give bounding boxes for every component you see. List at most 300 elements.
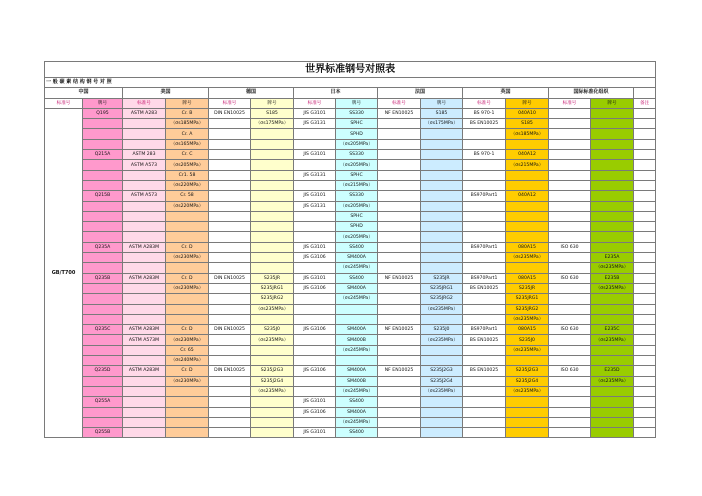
france-grade-cell — [421, 211, 463, 221]
usa-grade-cell — [166, 407, 209, 417]
germany-standard-cell — [209, 314, 251, 324]
table-row — [45, 201, 656, 211]
uk-standard-cell — [463, 314, 506, 324]
usa-standard-cell — [123, 170, 166, 180]
germany-standard-cell — [209, 283, 251, 293]
germany-grade-cell — [251, 242, 294, 252]
japan-grade-cell: （σs245MPa） — [336, 386, 378, 396]
remark-cell — [634, 263, 656, 273]
germany-standard-cell — [209, 386, 251, 396]
japan-standard-cell — [294, 129, 336, 139]
table-row — [45, 180, 656, 190]
germany-standard-cell — [209, 222, 251, 232]
japan-standard-cell: JIS G3106 — [294, 407, 336, 417]
uk-standard-cell — [463, 417, 506, 427]
iso-standard-cell — [549, 119, 591, 129]
japan-standard-cell: JIS G3131 — [294, 170, 336, 180]
germany-grade-cell — [251, 211, 294, 221]
usa-standard-cell — [123, 180, 166, 190]
japan-standard-cell: JIS G3101 — [294, 428, 336, 438]
region-france: 法国 — [378, 88, 463, 98]
france-standard-cell — [378, 222, 421, 232]
germany-grade-cell — [251, 397, 294, 407]
usa-standard-cell — [123, 119, 166, 129]
japan-grade-cell: SM400A — [336, 407, 378, 417]
france-grade-cell — [421, 232, 463, 242]
japan-standard-cell — [294, 376, 336, 386]
usa-grade-cell: Cr1. 58 — [166, 170, 209, 180]
germany-standard-cell — [209, 356, 251, 366]
germany-standard-cell — [209, 263, 251, 273]
china-grade-cell — [83, 294, 123, 304]
table-row — [45, 294, 656, 304]
japan-standard-cell — [294, 356, 336, 366]
table-row — [45, 129, 656, 139]
china-grade-cell — [83, 160, 123, 170]
usa-grade-cell — [166, 314, 209, 324]
iso-grade-cell — [591, 129, 634, 139]
japan-grade-cell: （σs205MPa） — [336, 201, 378, 211]
germany-standard-cell — [209, 417, 251, 427]
uk-grade-cell: S235J0 — [506, 335, 549, 345]
germany-standard-cell — [209, 428, 251, 438]
uk-grade-cell — [506, 428, 549, 438]
steel-grade-table — [44, 61, 656, 438]
france-standard-cell — [378, 376, 421, 386]
iso-standard-cell — [549, 201, 591, 211]
france-standard-cell — [378, 160, 421, 170]
iso-grade-cell: （σs235MPa） — [591, 263, 634, 273]
uk-grade-cell: S235JR — [506, 283, 549, 293]
china-grade-cell — [83, 356, 123, 366]
china-grade-cell — [83, 386, 123, 396]
uk-standard-cell — [463, 222, 506, 232]
iso-standard-cell — [549, 376, 591, 386]
china-grade-cell: Q255A — [83, 397, 123, 407]
remark-cell — [634, 335, 656, 345]
remark-cell — [634, 191, 656, 201]
iso-standard-cell — [549, 211, 591, 221]
japan-standard-cell: JIS G3106 — [294, 325, 336, 335]
iso-standard-cell — [549, 428, 591, 438]
france-grade-cell — [421, 314, 463, 324]
iso-standard-cell — [549, 150, 591, 160]
region-uk: 英国 — [463, 88, 549, 98]
usa-grade-cell — [166, 232, 209, 242]
remark-cell — [634, 211, 656, 221]
iso-grade-cell: E235C — [591, 325, 634, 335]
remark-cell — [634, 366, 656, 376]
china-grade-cell: Q235A — [83, 242, 123, 252]
germany-grade-cell: S235J0 — [251, 325, 294, 335]
france-grade-cell — [421, 417, 463, 427]
region-germany: 德国 — [209, 88, 294, 98]
usa-grade-cell: （σs185MPa） — [166, 119, 209, 129]
germany-standard-cell — [209, 335, 251, 345]
france-standard-cell — [378, 242, 421, 252]
japan-grade-cell: （σs205MPa） — [336, 139, 378, 149]
france-grade-cell — [421, 222, 463, 232]
iso-standard-cell — [549, 170, 591, 180]
japan-grade-cell: SM400A — [336, 253, 378, 263]
usa-standard-cell — [123, 356, 166, 366]
germany-grade-cell: （σs235MPa） — [251, 386, 294, 396]
remark-cell — [634, 314, 656, 324]
china-grade-cell — [83, 263, 123, 273]
uk-standard-cell — [463, 397, 506, 407]
france-grade-cell: （σs235MPa） — [421, 304, 463, 314]
table-row — [45, 253, 656, 263]
uk-grade-cell — [506, 170, 549, 180]
uk-grade-cell: （σs215MPa） — [506, 160, 549, 170]
iso-grade-cell — [591, 160, 634, 170]
uk-standard-cell — [463, 304, 506, 314]
usa-standard-cell — [123, 386, 166, 396]
remark-cell — [634, 294, 656, 304]
japan-grade-cell: （σs245MPa） — [336, 294, 378, 304]
germany-standard-cell — [209, 139, 251, 149]
germany-grade-cell: （σs175MPa） — [251, 119, 294, 129]
usa-standard-cell: ASTM A573 — [123, 160, 166, 170]
germany-grade-cell: S235JRG1 — [251, 283, 294, 293]
table-row — [45, 304, 656, 314]
france-grade-cell — [421, 428, 463, 438]
uk-standard-cell: BS970Part1 — [463, 325, 506, 335]
china-grade-cell — [83, 407, 123, 417]
column-header: 标准号 — [209, 98, 251, 108]
japan-grade-cell: SM400A — [336, 283, 378, 293]
germany-grade-cell — [251, 129, 294, 139]
japan-grade-cell: SS330 — [336, 108, 378, 118]
japan-grade-cell: SPHD — [336, 129, 378, 139]
iso-grade-cell — [591, 345, 634, 355]
japan-standard-cell: JIS G3106 — [294, 283, 336, 293]
iso-standard-cell: ISO 630 — [549, 273, 591, 283]
usa-grade-cell — [166, 397, 209, 407]
remark-cell — [634, 428, 656, 438]
france-grade-cell: S235J2G3 — [421, 366, 463, 376]
germany-standard-cell — [209, 242, 251, 252]
sheet-title: 世界标准钢号对照表 — [45, 62, 656, 78]
germany-standard-cell — [209, 345, 251, 355]
japan-grade-cell: （σs245MPa） — [336, 263, 378, 273]
column-header: 标准号 — [294, 98, 336, 108]
germany-grade-cell: S235JR — [251, 273, 294, 283]
germany-standard-cell — [209, 160, 251, 170]
germany-standard-cell — [209, 180, 251, 190]
table-row — [45, 119, 656, 129]
france-grade-cell: （σs175MPa） — [421, 119, 463, 129]
uk-grade-cell — [506, 407, 549, 417]
table-row — [45, 314, 656, 324]
france-standard-cell: NF EN10025 — [378, 325, 421, 335]
germany-grade-cell — [251, 263, 294, 273]
germany-grade-cell: S185 — [251, 108, 294, 118]
remark-cell — [634, 201, 656, 211]
japan-grade-cell — [336, 314, 378, 324]
china-grade-cell — [83, 376, 123, 386]
china-grade-cell: Q215A — [83, 150, 123, 160]
china-grade-cell — [83, 417, 123, 427]
france-standard-cell — [378, 139, 421, 149]
japan-standard-cell — [294, 335, 336, 345]
uk-standard-cell — [463, 345, 506, 355]
france-grade-cell — [421, 407, 463, 417]
usa-grade-cell: （σs220MPa） — [166, 201, 209, 211]
france-grade-cell — [421, 201, 463, 211]
uk-standard-cell — [463, 129, 506, 139]
column-header: 牌号 — [591, 98, 634, 108]
usa-standard-cell: ASTM A283M — [123, 273, 166, 283]
france-standard-cell — [378, 304, 421, 314]
germany-standard-cell — [209, 191, 251, 201]
table-row — [45, 263, 656, 273]
france-standard-cell — [378, 253, 421, 263]
iso-grade-cell — [591, 150, 634, 160]
remark-cell — [634, 129, 656, 139]
uk-grade-cell: S235J2G3 — [506, 366, 549, 376]
iso-standard-cell — [549, 386, 591, 396]
usa-standard-cell — [123, 345, 166, 355]
uk-grade-cell — [506, 180, 549, 190]
germany-standard-cell — [209, 294, 251, 304]
france-standard-cell: NF EN10025 — [378, 366, 421, 376]
column-header-row — [45, 98, 656, 108]
usa-grade-cell: Cr. 65 — [166, 345, 209, 355]
usa-grade-cell: Cr. D — [166, 242, 209, 252]
column-header: 备注 — [634, 98, 656, 108]
japan-standard-cell — [294, 160, 336, 170]
iso-standard-cell — [549, 294, 591, 304]
usa-standard-cell — [123, 201, 166, 211]
usa-standard-cell — [123, 304, 166, 314]
iso-standard-cell: ISO 630 — [549, 242, 591, 252]
iso-standard-cell — [549, 160, 591, 170]
iso-grade-cell — [591, 201, 634, 211]
japan-grade-cell: （σs245MPa） — [336, 417, 378, 427]
japan-grade-cell: SM400B — [336, 376, 378, 386]
germany-grade-cell — [251, 170, 294, 180]
region-iso: 国际标准化组织 — [549, 88, 634, 98]
france-grade-cell: S235JR — [421, 273, 463, 283]
japan-standard-cell — [294, 304, 336, 314]
usa-standard-cell — [123, 397, 166, 407]
germany-standard-cell — [209, 397, 251, 407]
germany-grade-cell — [251, 222, 294, 232]
germany-standard-cell — [209, 129, 251, 139]
iso-standard-cell — [549, 283, 591, 293]
column-header: 牌号 — [166, 98, 209, 108]
column-header: 牌号 — [506, 98, 549, 108]
china-grade-cell: Q215B — [83, 191, 123, 201]
usa-grade-cell — [166, 428, 209, 438]
germany-grade-cell — [251, 428, 294, 438]
table-row — [45, 397, 656, 407]
usa-standard-cell: ASTM A283 — [123, 108, 166, 118]
france-grade-cell: S185 — [421, 108, 463, 118]
remark-cell — [634, 407, 656, 417]
uk-grade-cell: S235JRG1 — [506, 294, 549, 304]
usa-grade-cell — [166, 417, 209, 427]
iso-grade-cell — [591, 314, 634, 324]
iso-standard-cell — [549, 314, 591, 324]
china-grade-cell — [83, 314, 123, 324]
japan-grade-cell: SS400 — [336, 242, 378, 252]
germany-standard-cell — [209, 232, 251, 242]
iso-grade-cell: E235D — [591, 366, 634, 376]
uk-grade-cell: 080A15 — [506, 325, 549, 335]
france-grade-cell — [421, 180, 463, 190]
iso-standard-cell — [549, 139, 591, 149]
uk-standard-cell — [463, 407, 506, 417]
remark-cell — [634, 397, 656, 407]
usa-standard-cell: ASTM 283 — [123, 150, 166, 160]
china-grade-cell: Q235B — [83, 273, 123, 283]
iso-grade-cell — [591, 386, 634, 396]
remark-cell — [634, 180, 656, 190]
usa-standard-cell: ASTM A283M — [123, 325, 166, 335]
france-standard-cell — [378, 150, 421, 160]
usa-standard-cell — [123, 263, 166, 273]
china-grade-cell — [83, 139, 123, 149]
japan-standard-cell: JIS G3101 — [294, 150, 336, 160]
table-row — [45, 222, 656, 232]
japan-standard-cell: JIS G3101 — [294, 108, 336, 118]
japan-grade-cell: SM400B — [336, 335, 378, 345]
germany-grade-cell — [251, 150, 294, 160]
china-grade-cell — [83, 232, 123, 242]
usa-standard-cell — [123, 314, 166, 324]
japan-grade-cell: SM400A — [336, 325, 378, 335]
iso-grade-cell: （σs235MPa） — [591, 376, 634, 386]
france-standard-cell — [378, 170, 421, 180]
usa-standard-cell: ASTM A283M — [123, 242, 166, 252]
uk-standard-cell: BS 970-1 — [463, 108, 506, 118]
uk-standard-cell — [463, 232, 506, 242]
japan-standard-cell — [294, 345, 336, 355]
table-row — [45, 407, 656, 417]
uk-standard-cell — [463, 180, 506, 190]
region-header-row — [45, 88, 656, 98]
france-grade-cell: S235J0 — [421, 325, 463, 335]
china-grade-cell — [83, 211, 123, 221]
china-grade-cell: Q255B — [83, 428, 123, 438]
china-grade-cell: Q235D — [83, 366, 123, 376]
germany-standard-cell — [209, 211, 251, 221]
france-standard-cell — [378, 201, 421, 211]
japan-grade-cell: SS400 — [336, 273, 378, 283]
uk-grade-cell: S235J2G4 — [506, 376, 549, 386]
iso-standard-cell — [549, 232, 591, 242]
usa-grade-cell — [166, 211, 209, 221]
iso-grade-cell — [591, 108, 634, 118]
france-standard-cell — [378, 335, 421, 345]
uk-grade-cell: （σs235MPa） — [506, 314, 549, 324]
japan-grade-cell — [336, 356, 378, 366]
uk-standard-cell: BS970Part1 — [463, 273, 506, 283]
iso-standard-cell — [549, 345, 591, 355]
germany-standard-cell: DIN EN10025 — [209, 325, 251, 335]
china-grade-cell — [83, 170, 123, 180]
uk-grade-cell: （σs235MPa） — [506, 253, 549, 263]
usa-standard-cell: ASTM A283M — [123, 366, 166, 376]
iso-grade-cell — [591, 180, 634, 190]
iso-grade-cell — [591, 356, 634, 366]
japan-standard-cell — [294, 232, 336, 242]
china-grade-cell — [83, 304, 123, 314]
uk-standard-cell — [463, 253, 506, 263]
germany-grade-cell — [251, 201, 294, 211]
iso-grade-cell — [591, 232, 634, 242]
usa-standard-cell — [123, 222, 166, 232]
uk-grade-cell — [506, 417, 549, 427]
iso-grade-cell — [591, 407, 634, 417]
china-grade-cell — [83, 201, 123, 211]
japan-grade-cell: SPHC — [336, 119, 378, 129]
france-grade-cell: （σs235MPa） — [421, 386, 463, 396]
china-standard-cell: GB/T700 — [45, 108, 83, 438]
iso-standard-cell — [549, 417, 591, 427]
remark-cell — [634, 345, 656, 355]
japan-standard-cell — [294, 417, 336, 427]
germany-grade-cell — [251, 232, 294, 242]
china-grade-cell: Q235C — [83, 325, 123, 335]
iso-standard-cell — [549, 397, 591, 407]
france-grade-cell — [421, 160, 463, 170]
china-grade-cell — [83, 253, 123, 263]
germany-grade-cell — [251, 253, 294, 263]
france-grade-cell: S235JRG2 — [421, 294, 463, 304]
usa-grade-cell: Cr. 58 — [166, 191, 209, 201]
usa-grade-cell: Cr. D — [166, 325, 209, 335]
germany-standard-cell — [209, 304, 251, 314]
japan-standard-cell: JIS G3106 — [294, 366, 336, 376]
iso-grade-cell: E235A — [591, 253, 634, 263]
germany-grade-cell — [251, 160, 294, 170]
usa-standard-cell — [123, 417, 166, 427]
uk-grade-cell: S185 — [506, 119, 549, 129]
japan-standard-cell: JIS G3101 — [294, 242, 336, 252]
uk-grade-cell: 080A15 — [506, 242, 549, 252]
table-row — [45, 356, 656, 366]
iso-grade-cell — [591, 294, 634, 304]
table-row — [45, 376, 656, 386]
uk-grade-cell: （σs185MPa） — [506, 129, 549, 139]
japan-grade-cell: SS400 — [336, 428, 378, 438]
uk-grade-cell — [506, 397, 549, 407]
column-header: 牌号 — [421, 98, 463, 108]
usa-grade-cell: （σs230MPa） — [166, 283, 209, 293]
france-standard-cell — [378, 263, 421, 273]
usa-grade-cell — [166, 304, 209, 314]
china-grade-cell — [83, 119, 123, 129]
iso-standard-cell — [549, 222, 591, 232]
usa-standard-cell — [123, 407, 166, 417]
usa-standard-cell: ASTM A573 — [123, 191, 166, 201]
germany-grade-cell: S235J2G3 — [251, 366, 294, 376]
japan-standard-cell: JIS G3131 — [294, 201, 336, 211]
japan-grade-cell: SPHC — [336, 170, 378, 180]
usa-standard-cell — [123, 232, 166, 242]
iso-standard-cell — [549, 263, 591, 273]
japan-standard-cell — [294, 386, 336, 396]
region-china: 中国 — [45, 88, 123, 98]
usa-grade-cell: Cr. A — [166, 129, 209, 139]
iso-grade-cell — [591, 119, 634, 129]
usa-grade-cell: Cr. C — [166, 150, 209, 160]
france-standard-cell — [378, 129, 421, 139]
table-row — [45, 170, 656, 180]
